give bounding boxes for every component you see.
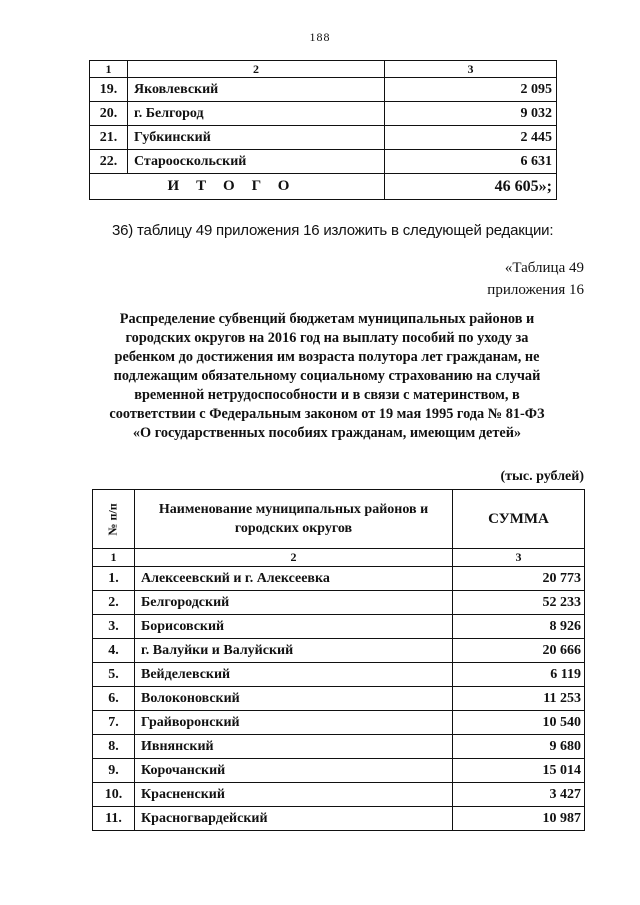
row-number: 7. [93,711,135,735]
amount-value: 10 540 [453,711,585,735]
row-number: 9. [93,759,135,783]
district-name: Ивнянский [135,735,453,759]
column-number-1: 1 [93,549,135,567]
district-name: Алексеевский и г. Алексеевка [135,567,453,591]
row-number: 1. [93,567,135,591]
table-row [93,711,585,735]
number-column-header [93,490,135,549]
table-row [93,783,585,807]
amount-value: 9 680 [453,735,585,759]
amount-value: 15 014 [453,759,585,783]
table-row [90,102,557,126]
total-value: 46 605»; [385,174,557,200]
district-name: Волоконовский [135,687,453,711]
table-header-row [93,490,585,549]
district-name: Старооскольский [128,150,385,174]
table-row [90,126,557,150]
amount-value: 6 119 [453,663,585,687]
name-column-header [135,490,453,549]
district-name: г. Валуйки и Валуйский [135,639,453,663]
row-number: 3. [93,615,135,639]
row-number: 11. [93,807,135,831]
table-row [93,639,585,663]
column-number-3: 3 [453,549,585,567]
heading-line: Распределение субвенций бюджетам муниципальных районов и [119,311,535,327]
column-number-1: 1 [90,61,128,78]
table-row [90,150,557,174]
units-label: (тыс. рублей) [500,469,584,484]
heading-line: временной нетрудоспособности и в связи с материнством, в [134,387,520,403]
district-name: Красногвардейский [135,807,453,831]
heading-line: «О государственных пособиях гражданам, имеющим детей» [132,425,522,441]
row-number: 10. [93,783,135,807]
district-name: Грайворонский [135,711,453,735]
district-name: Красненский [135,783,453,807]
table-row [93,735,585,759]
table-row [93,687,585,711]
total-row [90,174,557,200]
district-name: Вейделевский [135,663,453,687]
amount-value: 6 631 [385,150,557,174]
row-number: 6. [93,687,135,711]
top-continuation-table [89,60,557,200]
number-column-header-text: № п/п [105,502,120,536]
amendment-paragraph: 36) таблицу 49 приложения 16 изложить в следующей редакции: [112,222,554,239]
name-header-line: городских округов [234,521,353,536]
row-number: 20. [90,102,128,126]
district-name: Корочанский [135,759,453,783]
name-header-line: Наименование муниципальных районов и [158,502,429,517]
district-name: г. Белгород [128,102,385,126]
amount-value: 3 427 [453,783,585,807]
sum-column-header: СУММА [453,490,585,549]
table-row [93,615,585,639]
row-number: 8. [93,735,135,759]
subsidy-distribution-table [92,489,585,831]
table-row [90,78,557,102]
amount-value: 20 773 [453,567,585,591]
amount-value: 2 445 [385,126,557,150]
heading-line: подлежащим обязательному социальному страхованию на случай [113,368,541,384]
amount-value: 8 926 [453,615,585,639]
row-number: 5. [93,663,135,687]
row-number: 19. [90,78,128,102]
amount-value: 52 233 [453,591,585,615]
amount-value: 11 253 [453,687,585,711]
row-number: 4. [93,639,135,663]
row-number: 21. [90,126,128,150]
district-name: Губкинский [128,126,385,150]
table-row [93,663,585,687]
total-label: ИТОГО [90,174,385,200]
heading-line: ребенком до достижения им возраста полутора лет гражданам, не [114,349,540,365]
column-numbers-row [93,549,585,567]
table-heading [78,310,576,443]
page-number: 188 [309,30,331,44]
heading-line: соответствии с Федеральным законом от 19 мая 1995 года № 81-ФЗ [109,406,545,422]
table-row [93,591,585,615]
column-number-2: 2 [128,61,385,78]
row-number: 2. [93,591,135,615]
table-row [93,759,585,783]
table-reference [487,257,584,301]
table-reference-line: «Таблица 49 [504,260,584,276]
amount-value: 10 987 [453,807,585,831]
district-name: Яковлевский [128,78,385,102]
district-name: Борисовский [135,615,453,639]
amount-value: 9 032 [385,102,557,126]
column-number-3: 3 [385,61,557,78]
appendix-reference-line: приложения 16 [487,282,584,298]
heading-line: городских округов на 2016 год на выплату пособий по уходу за [125,330,529,346]
district-name: Белгородский [135,591,453,615]
table-header-row [90,61,557,78]
amount-value: 2 095 [385,78,557,102]
table-row [93,567,585,591]
amount-value: 20 666 [453,639,585,663]
table-row [93,807,585,831]
row-number: 22. [90,150,128,174]
column-number-2: 2 [135,549,453,567]
